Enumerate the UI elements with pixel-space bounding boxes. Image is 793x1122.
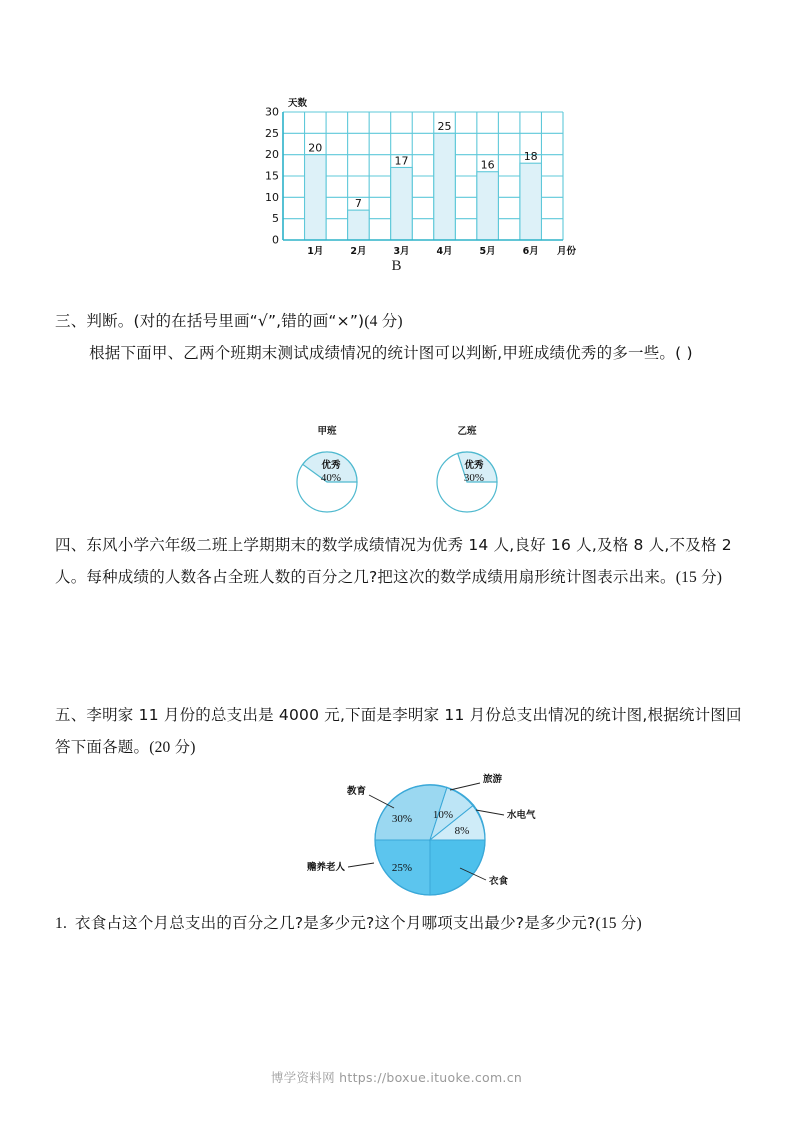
section-four-points: (15 分)	[675, 568, 723, 586]
class-yi-title: 乙班	[457, 426, 477, 437]
class-yi-slice-pct: 30%	[463, 472, 485, 484]
expense-label-lvyou: 旅游	[483, 774, 503, 785]
y-tick-20: 20	[265, 148, 279, 162]
y-tick-labels	[265, 106, 279, 247]
section-five-points: (20 分)	[149, 738, 196, 756]
expense-pct-jiaoyu: 30%	[391, 813, 413, 825]
bar-value-3: 17	[394, 154, 409, 168]
section-four-text: 四、东风小学六年级二班上学期期末的数学成绩情况为优秀 14 人,良好 16 人,及格 8 人,不及格 2 人。每种成绩的人数各占全班人数的百分之几?把这次的数学成绩用扇形统计图表示出来。	[55, 536, 732, 586]
y-tick-10: 10	[265, 190, 279, 204]
bar-2	[348, 210, 370, 240]
section-three	[55, 306, 745, 370]
expense-pct-lvyou: 10%	[432, 809, 454, 821]
y-tick-15: 15	[265, 169, 279, 183]
bar-value-6: 18	[523, 150, 538, 163]
question-one-points: (15 分)	[595, 915, 642, 932]
expense-pie-svg	[290, 768, 560, 908]
bar-value-4: 25	[437, 120, 452, 134]
x-tick-labels	[307, 246, 539, 257]
bar-value-1: 20	[308, 141, 323, 155]
expense-label-shuidianqi: 水电气	[507, 810, 536, 821]
expense-label-shanyang: 赡养老人	[306, 862, 345, 873]
class-yi-slice-label: 优秀	[464, 460, 484, 471]
x-axis-title: 月份	[557, 246, 577, 257]
y-tick-25: 25	[265, 126, 279, 140]
class-pies-svg	[275, 420, 525, 525]
bar-3	[391, 167, 413, 240]
x-tick-3: 3月	[393, 246, 410, 257]
section-three-heading	[55, 306, 745, 338]
footer-watermark: 博学资料网 https://boxue.ituoke.com.cn	[270, 1070, 523, 1085]
bar-value-2: 7	[354, 196, 362, 210]
class-jia-slice-pct: 40%	[320, 472, 342, 484]
x-tick-2: 2月	[350, 246, 367, 257]
class-jia-pie	[297, 425, 357, 512]
class-yi-pie	[437, 425, 497, 512]
bar-5	[477, 172, 499, 240]
expense-pie-figure	[290, 768, 560, 908]
bar-1	[305, 155, 327, 240]
class-pies-figure	[275, 420, 525, 525]
bar-chart-svg	[255, 92, 585, 267]
y-tick-5: 5	[272, 212, 279, 226]
section-five-text: 五、李明家 11 月份的总支出是 4000 元,下面是李明家 11 月份总支出情况的统计图,根据统计图回答下面各题。	[55, 706, 742, 756]
y-tick-0: 0	[272, 233, 279, 247]
class-jia-title: 甲班	[317, 426, 337, 437]
x-tick-4: 4月	[436, 246, 453, 257]
bar-chart-figure	[255, 92, 585, 267]
section-three-body	[55, 338, 745, 370]
section-three-body-text: 根据下面甲、乙两个班期末测试成绩情况的统计图可以判断,甲班成绩优秀的多一些。( )	[89, 343, 693, 362]
question-one	[55, 908, 745, 940]
section-three-points: (4 分)	[364, 313, 403, 330]
section-four	[55, 530, 745, 594]
bar-6	[520, 163, 542, 240]
figure-b-caption: B	[391, 258, 402, 274]
expense-pct-shanyang: 25%	[391, 862, 413, 874]
section-five	[55, 700, 745, 764]
class-jia-slice-label: 优秀	[321, 460, 341, 471]
x-tick-6: 6月	[522, 246, 539, 257]
question-one-number: 1.	[55, 915, 68, 932]
x-tick-5: 5月	[479, 246, 496, 257]
y-axis-title: 天数	[288, 98, 308, 109]
y-tick-30: 30	[265, 105, 279, 119]
bar-value-5: 16	[480, 158, 495, 172]
section-three-heading-text: 三、判断。(对的在括号里画“√”,错的画“×”)	[55, 312, 365, 330]
expense-label-jiaoyu: 教育	[346, 786, 366, 797]
bar-4	[434, 133, 456, 240]
expense-label-yishi: 衣食	[489, 876, 509, 887]
question-one-text: 衣食占这个月总支出的百分之几?是多少元?这个月哪项支出最少?是多少元?	[75, 914, 596, 932]
x-tick-1: 1月	[307, 246, 324, 257]
expense-pct-shuidianqi: 8%	[454, 825, 470, 837]
expense-slice-yishi-main	[430, 840, 485, 895]
